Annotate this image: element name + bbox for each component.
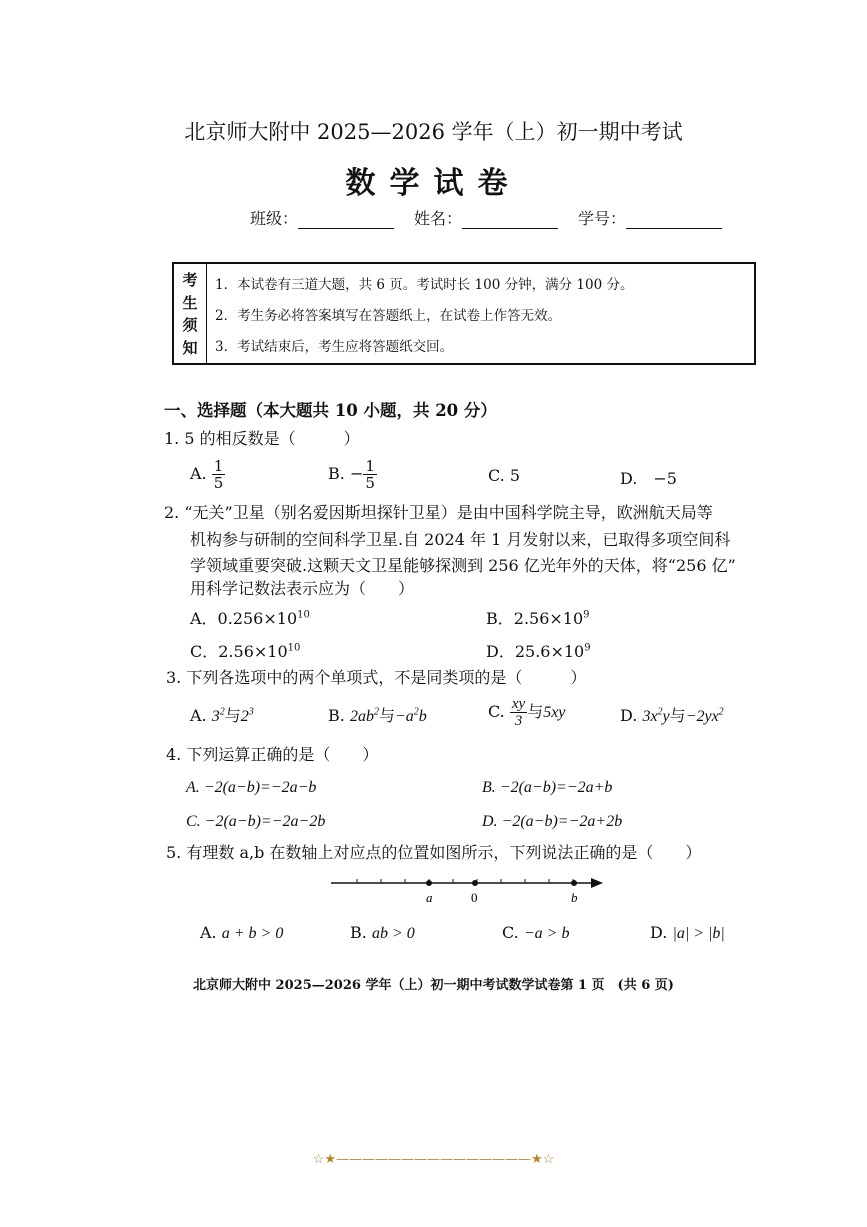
q2-option-b[interactable] xyxy=(486,606,590,629)
option-label: B. xyxy=(350,923,367,942)
conjunction: 与 xyxy=(669,706,686,725)
notice-heading-char: 知 xyxy=(182,339,198,358)
q5-option-b[interactable] xyxy=(350,923,415,943)
point-zero xyxy=(472,880,478,886)
minus-sign: − xyxy=(349,464,364,483)
school-title: 北京师大附中 2025—2026 学年（上）初一期中考试 xyxy=(184,120,683,144)
q1-stem: 1. 5 的相反数是（ ） xyxy=(164,429,360,448)
class-label: 班级： xyxy=(250,209,299,228)
class-blank[interactable] xyxy=(298,210,394,229)
option-text: A．0.256×10 xyxy=(190,609,298,628)
name-blank[interactable] xyxy=(462,210,558,229)
fraction xyxy=(510,696,527,729)
q3-option-d[interactable]: D. $3x^2y$与$-2yx^2$ xyxy=(620,706,724,725)
option-label: B. xyxy=(328,464,345,483)
q3-option-c[interactable]: C. $\frac{xy}{3}$ 与5xy xyxy=(488,696,566,729)
notice-heading-char: 须 xyxy=(182,316,198,335)
q1-option-a[interactable] xyxy=(190,458,225,491)
notice-box xyxy=(172,262,756,365)
q1-option-d[interactable]: D. −5 xyxy=(620,469,677,488)
option-label: A. xyxy=(200,923,217,942)
name-field[interactable] xyxy=(414,206,558,229)
axis-arrow xyxy=(591,878,603,888)
option-label: D. xyxy=(650,923,668,942)
q5-option-d[interactable] xyxy=(650,923,725,943)
notice-item: 1．本试卷有三道大题，共 6 页。考试时长 100 分钟，满分 100 分。 xyxy=(215,276,634,293)
name-label: 姓名： xyxy=(414,209,463,228)
q1-option-b[interactable] xyxy=(328,458,377,491)
q4-option-a[interactable]: A. −2(a−b)=−2a−b xyxy=(186,779,317,796)
q4-option-c[interactable]: C. −2(a−b)=−2a−2b xyxy=(186,813,326,830)
notice-item: 2．考生务必将答案填写在答题纸上，在试卷上作答无效。 xyxy=(215,307,562,324)
option-text: ab > 0 xyxy=(371,925,415,942)
exponent: 9 xyxy=(583,609,590,621)
page-footer: 北京师大附中 2025—2026 学年（上）初一期中考试数学试卷第 1 页 (共 6 页) xyxy=(193,978,674,993)
option-label: A. xyxy=(190,464,207,483)
notice-heading xyxy=(174,264,207,363)
q4-option-d[interactable]: D. −2(a−b)=−2a+2b xyxy=(482,813,623,830)
q2-stem-line: 机构参与研制的空间科学卫星.自 2024 年 1 月发射以来，已取得多项空间科 xyxy=(190,530,731,549)
q2-option-c[interactable] xyxy=(190,639,300,662)
denominator: 3 xyxy=(514,713,523,729)
q2-option-a[interactable] xyxy=(190,606,310,629)
label-zero: 0 xyxy=(471,890,478,905)
number-line xyxy=(325,870,615,910)
q2-stem-line: 用科学记数法表示应为（ ） xyxy=(190,579,415,598)
fraction xyxy=(363,458,377,491)
exponent: 10 xyxy=(287,642,301,654)
option-text: B．2.56×10 xyxy=(486,609,584,628)
exponent: 9 xyxy=(584,642,591,654)
decorative-stars: ☆★———————————————★☆ xyxy=(312,1152,555,1167)
fraction xyxy=(212,458,226,491)
notice-item: 3．考试结束后，考生应将答题纸交回。 xyxy=(215,338,454,355)
notice-heading-char: 考 xyxy=(182,270,198,289)
class-field[interactable] xyxy=(250,206,394,229)
q3-option-a[interactable]: A. $3^2$与$2^3$ xyxy=(190,706,254,725)
option-text: −a > b xyxy=(523,925,570,942)
numerator: 1 xyxy=(213,457,224,475)
q4-stem: 4. 下列运算正确的是（ ） xyxy=(166,745,379,764)
q2-stem-line: 学领域重要突破.这颗天文卫星能够探测到 256 亿光年外的天体，将“256 亿” xyxy=(190,556,736,575)
exponent: 10 xyxy=(297,609,310,621)
option-label: C. xyxy=(488,702,505,721)
conjunction: 与 xyxy=(224,706,241,725)
conjunction: 与 xyxy=(378,706,395,725)
conjunction: 与 xyxy=(527,702,544,721)
denominator: 5 xyxy=(213,474,224,492)
option-label: C. xyxy=(502,923,519,942)
student-id-blank[interactable] xyxy=(626,210,722,229)
q4-option-b[interactable]: B. −2(a−b)=−2a+b xyxy=(482,779,613,796)
option-text: D．25.6×10 xyxy=(486,642,585,661)
numerator: xy xyxy=(511,696,526,712)
option-label: D. xyxy=(620,706,638,725)
q2-stem-line: 2. “无关”卫星（别名爱因斯坦探针卫星）是由中国科学院主导，欧洲航天局等 xyxy=(164,503,713,522)
q5-stem: 5. 有理数 a,b 在数轴上对应点的位置如图所示，下列说法正确的是（ ） xyxy=(166,843,702,862)
option-text: a + b > 0 xyxy=(221,925,284,942)
q5-option-c[interactable] xyxy=(502,923,569,943)
numerator: 1 xyxy=(365,457,375,475)
option-text: C．2.56×10 xyxy=(190,642,288,661)
label-a: a xyxy=(426,890,433,905)
student-id-label: 学号： xyxy=(578,209,627,228)
exam-title: 数学试卷 xyxy=(345,166,522,201)
denominator: 5 xyxy=(365,474,375,492)
label-b: b xyxy=(571,890,578,905)
student-id-field[interactable] xyxy=(578,206,722,229)
point-a xyxy=(426,880,432,886)
option-label: B. xyxy=(328,706,345,725)
point-b xyxy=(571,880,577,886)
q1-option-c[interactable]: C. 5 xyxy=(488,466,521,485)
option-label: A. xyxy=(190,706,207,725)
notice-heading-char: 生 xyxy=(182,293,198,312)
option-text: |a| > |b| xyxy=(672,925,725,942)
q2-option-d[interactable] xyxy=(486,639,591,662)
q3-option-b[interactable]: B. $2ab^2$与$-a^2b$ xyxy=(328,706,427,725)
q3-stem: 3. 下列各选项中的两个单项式，不是同类项的是（ ） xyxy=(166,668,587,687)
q5-option-a[interactable] xyxy=(200,923,283,943)
notice-items xyxy=(207,264,754,363)
section-title: 一、选择题（本大题共 10 小题，共 20 分） xyxy=(164,401,497,420)
